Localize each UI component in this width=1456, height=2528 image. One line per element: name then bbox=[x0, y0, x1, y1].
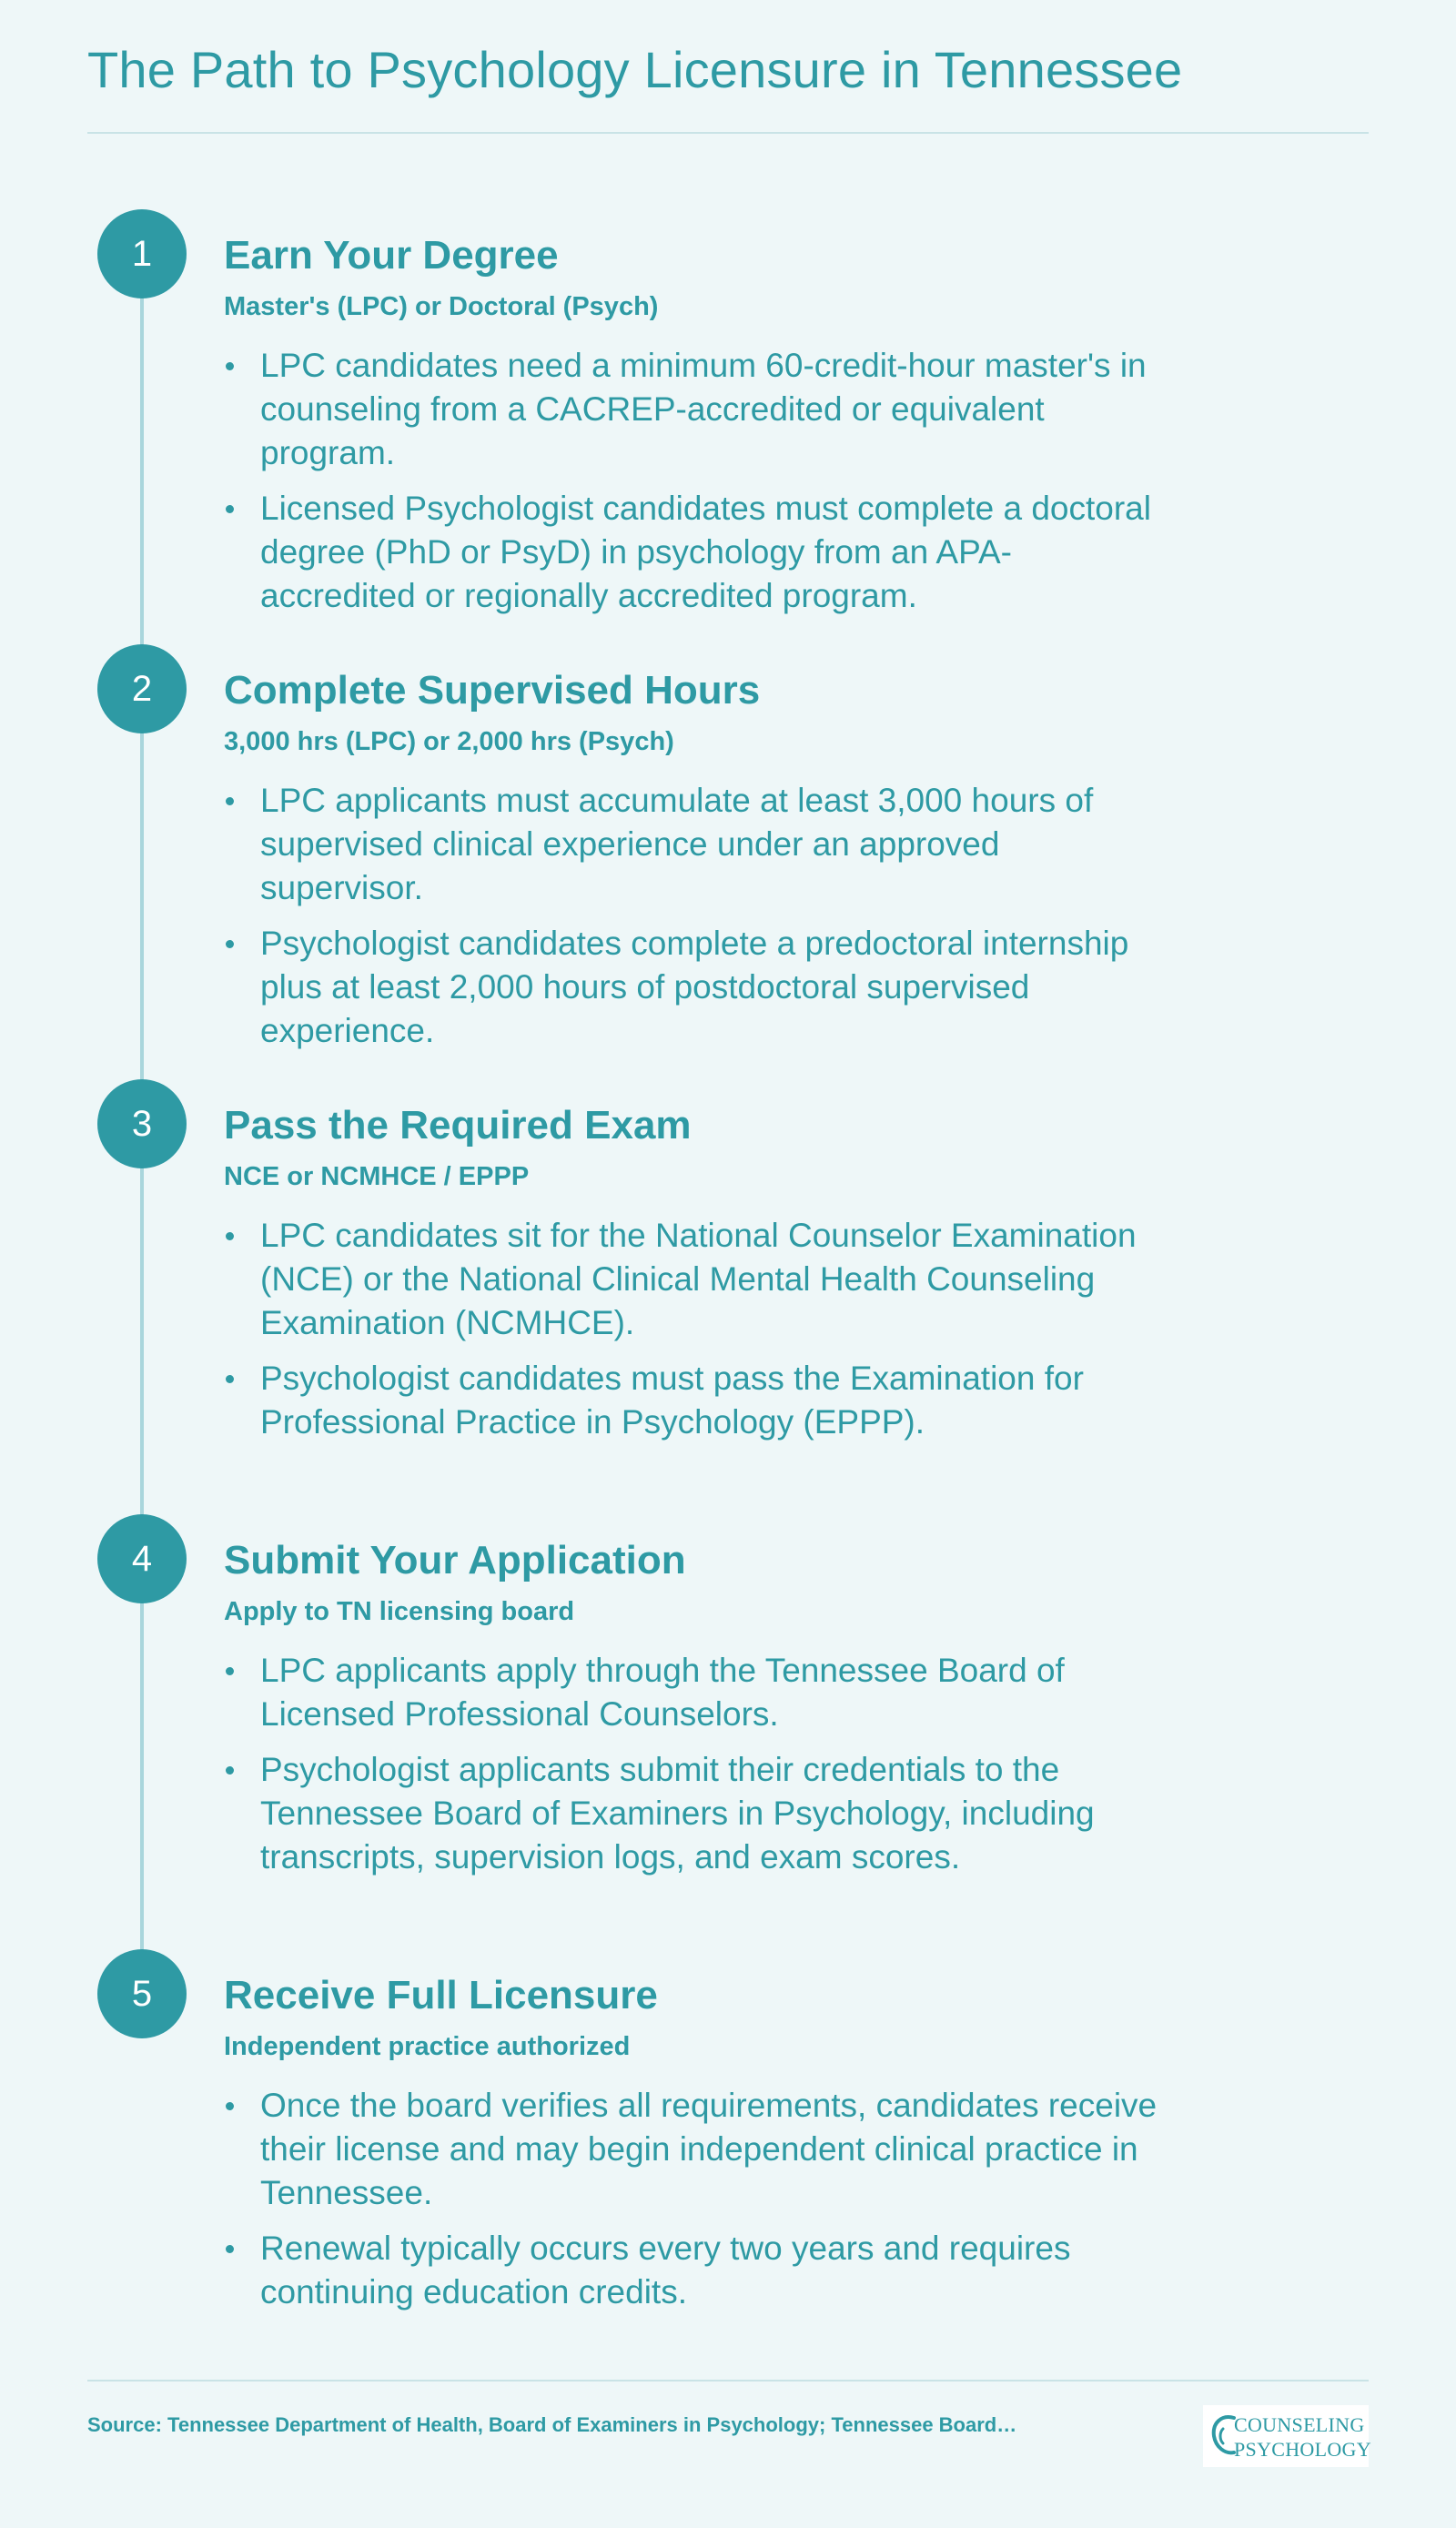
logo-text-line2: PSYCHOLOGY bbox=[1234, 2438, 1371, 2461]
step-3-subtitle: NCE or NCMHCE / EPPP bbox=[224, 1162, 530, 1191]
step-1-subtitle: Master's (LPC) or Doctoral (Psych) bbox=[224, 292, 659, 321]
step-5-bullet-list bbox=[224, 2084, 1161, 2326]
step-2-bullet: Psychologist candidates complete a predoctoral internship plus at least 2,000 hours of postdoctoral supervised experience. bbox=[224, 922, 1161, 1053]
step-5-number-badge: 5 bbox=[97, 1949, 187, 2038]
step-4-bullet: Psychologist applicants submit their credentials to the Tennessee Board of Examiners in Psychology, including transcripts, supervision logs, and exam scores. bbox=[224, 1748, 1161, 1879]
step-3-number-badge: 3 bbox=[97, 1079, 187, 1168]
step-4-number-badge: 4 bbox=[97, 1514, 187, 1603]
step-2-number-badge: 2 bbox=[97, 644, 187, 733]
source-note: Source: Tennessee Department of Health, Board of Examiners in Psychology; Tennessee Board… bbox=[87, 2413, 1017, 2436]
step-3-title: Pass the Required Exam bbox=[224, 1103, 692, 1148]
step-5-subtitle: Independent practice authorized bbox=[224, 2032, 631, 2061]
step-5-bullet: Renewal typically occurs every two years and requires continuing education credits. bbox=[224, 2227, 1161, 2314]
step-5-title: Receive Full Licensure bbox=[224, 1973, 658, 2017]
step-5-bullet: Once the board verifies all requirements, candidates receive their license and may begin independent clinical practice in Tennessee. bbox=[224, 2084, 1161, 2215]
step-4-subtitle: Apply to TN licensing board bbox=[224, 1597, 575, 1626]
step-2-bullet-list bbox=[224, 779, 1161, 1065]
counseling-psychology-logo bbox=[1203, 2405, 1369, 2467]
step-2-bullet: LPC applicants must accumulate at least 3,000 hours of supervised clinical experience under an approved supervisor. bbox=[224, 779, 1161, 910]
step-2-title: Complete Supervised Hours bbox=[224, 668, 761, 713]
step-4-bullet: LPC applicants apply through the Tennessee Board of Licensed Professional Counselors. bbox=[224, 1649, 1161, 1736]
step-2-subtitle: 3,000 hrs (LPC) or 2,000 hrs (Psych) bbox=[224, 727, 674, 756]
step-3-bullet: LPC candidates sit for the National Counselor Examination (NCE) or the National Clinical Mental Health Counseling Examination (NCMHCE). bbox=[224, 1214, 1161, 1345]
page-title: The Path to Psychology Licensure in Tennessee bbox=[87, 41, 1183, 98]
step-3-bullet-list bbox=[224, 1214, 1161, 1456]
step-3-bullet: Psychologist candidates must pass the Examination for Professional Practice in Psychology (EPPP). bbox=[224, 1357, 1161, 1444]
header-divider bbox=[87, 132, 1369, 134]
step-1-bullet-list bbox=[224, 344, 1161, 630]
logo-text-line1: COUNSELING bbox=[1234, 2413, 1365, 2436]
step-4-bullet-list bbox=[224, 1649, 1161, 1891]
step-1-title: Earn Your Degree bbox=[224, 233, 559, 278]
step-4-title: Submit Your Application bbox=[224, 1538, 686, 1583]
step-1-number-badge: 1 bbox=[97, 209, 187, 298]
step-1-bullet: Licensed Psychologist candidates must complete a doctoral degree (PhD or PsyD) in psychology from an APA-accredited or regionally accredited program. bbox=[224, 487, 1161, 618]
footer-divider bbox=[87, 2380, 1369, 2381]
step-1-bullet: LPC candidates need a minimum 60-credit-hour master's in counseling from a CACREP-accredited or equivalent program. bbox=[224, 344, 1161, 475]
